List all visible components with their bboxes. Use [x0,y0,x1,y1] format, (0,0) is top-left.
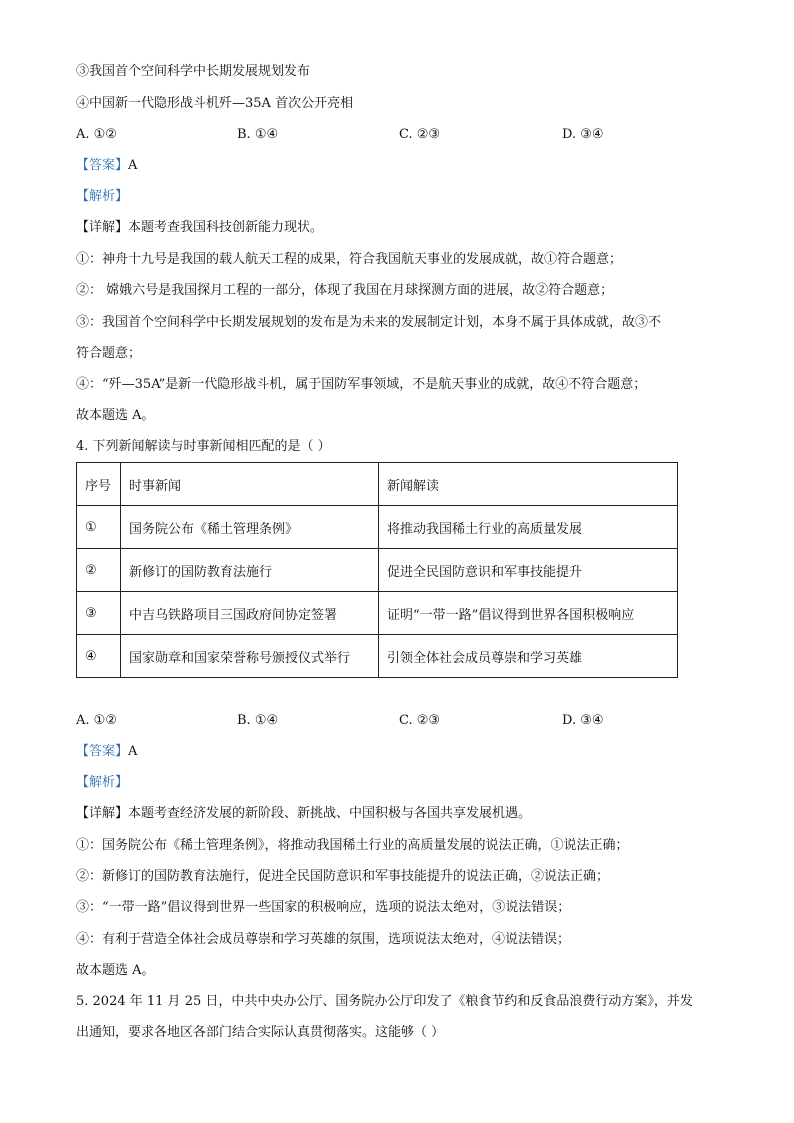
q3-option-b: B. ①④ [237,127,279,142]
q3-answer [76,157,137,175]
q5-stem-line-1: 5. 2024 年 11 月 25 日，中共中央办公厅、国务院办公厅印发了《粮食节约和反食品浪费行动方案》，并发 [76,994,693,1009]
answer-label: 【答案】 [76,158,129,173]
q3-item-3: ③我国首个空间科学中长期发展规划发布 [76,64,311,79]
news-table [76,462,678,678]
q3-explain-4: ④：“歼—35A”是新一代隐形战斗机，属于国防军事领域，不是航天事业的成就，故④不符合题意； [76,377,647,392]
header-news: 时事新闻 [121,463,379,506]
table-row [77,635,678,678]
q3-detail: 【详解】本题考查我国科技创新能力现状。 [76,220,324,235]
q3-explain-3b: 符合题意； [76,346,142,361]
table-row [77,549,678,592]
q4-option-a: A. ①② [76,713,117,728]
q4-conclusion: 故本题选 A。 [76,963,155,978]
table-row [77,506,678,549]
q3-option-d: D. ③④ [562,127,604,142]
q4-stem: 4. 下列新闻解读与时事新闻相匹配的是（ ） [76,439,331,454]
q4-detail: 【详解】本题考查经济发展的新阶段、新挑战、中国积极与各国共享发展机遇。 [76,806,532,821]
q3-explain-2: ②： 嫦娥六号是我国探月工程的一部分，体现了我国在月球探测方面的进展，故②符合题意； [76,283,614,298]
answer-value: A [128,744,138,759]
q4-option-b: B. ①④ [237,713,279,728]
cell-news: 新修订的国防教育法施行 [121,549,379,592]
cell-number: ④ [77,635,121,678]
q4-explain-2: ②：新修订的国防教育法施行，促进全民国防意识和军事技能提升的说法正确，②说法正确； [76,869,610,884]
q3-option-a: A. ①② [76,127,117,142]
cell-number: ② [77,549,121,592]
answer-label: 【答案】 [76,744,129,759]
q4-option-c: C. ②③ [399,713,441,728]
q4-explain-1: ①：国务院公布《稀土管理条例》，将推动我国稀土行业的高质量发展的说法正确，①说法正确； [76,838,629,853]
q4-option-d: D. ③④ [562,713,604,728]
q3-options [76,126,716,144]
q4-answer [76,743,137,761]
q3-conclusion: 故本题选 A。 [76,408,155,423]
cell-news: 国务院公布《稀土管理条例》 [121,506,379,549]
header-interpretation: 新闻解读 [379,463,678,506]
cell-interpretation: 将推动我国稀土行业的高质量发展 [379,506,678,549]
header-number: 序号 [77,463,121,506]
cell-interpretation: 促进全民国防意识和军事技能提升 [379,549,678,592]
q3-explain-3a: ③：我国首个空间科学中长期发展规划的发布是为未来的发展制定计划，本身不属于具体成就，故③不 [76,315,662,330]
q4-explain-3: ③：“一带一路”倡议得到世界一些国家的积极响应，选项的说法太绝对，③说法错误； [76,900,571,915]
q3-item-4: ④中国新一代隐形战斗机歼—35A 首次公开亮相 [76,96,354,111]
table-header-row [77,463,678,506]
q3-explain-1: ①：神舟十九号是我国的载人航天工程的成果，符合我国航天事业的发展成就，故①符合题意； [76,252,623,267]
q3-analysis-label: 【解析】 [76,189,129,204]
q5-stem-line-2: 出通知，要求各地区各部门结合实际认真贯彻落实。这能够（ ） [76,1025,445,1040]
answer-value: A [128,158,138,173]
cell-news: 国家勋章和国家荣誉称号颁授仪式举行 [121,635,379,678]
q4-options [76,712,716,730]
q3-option-c: C. ②③ [399,127,441,142]
cell-interpretation: 引领全体社会成员尊崇和学习英雄 [379,635,678,678]
table-row [77,592,678,635]
q4-explain-4: ④：有利于营造全体社会成员尊崇和学习英雄的氛围，选项说法太绝对，④说法错误； [76,932,571,947]
cell-number: ① [77,506,121,549]
q4-analysis-label: 【解析】 [76,775,129,790]
cell-news: 中吉乌铁路项目三国政府间协定签署 [121,592,379,635]
cell-interpretation: 证明“一带一路”倡议得到世界各国积极响应 [379,592,678,635]
cell-number: ③ [77,592,121,635]
